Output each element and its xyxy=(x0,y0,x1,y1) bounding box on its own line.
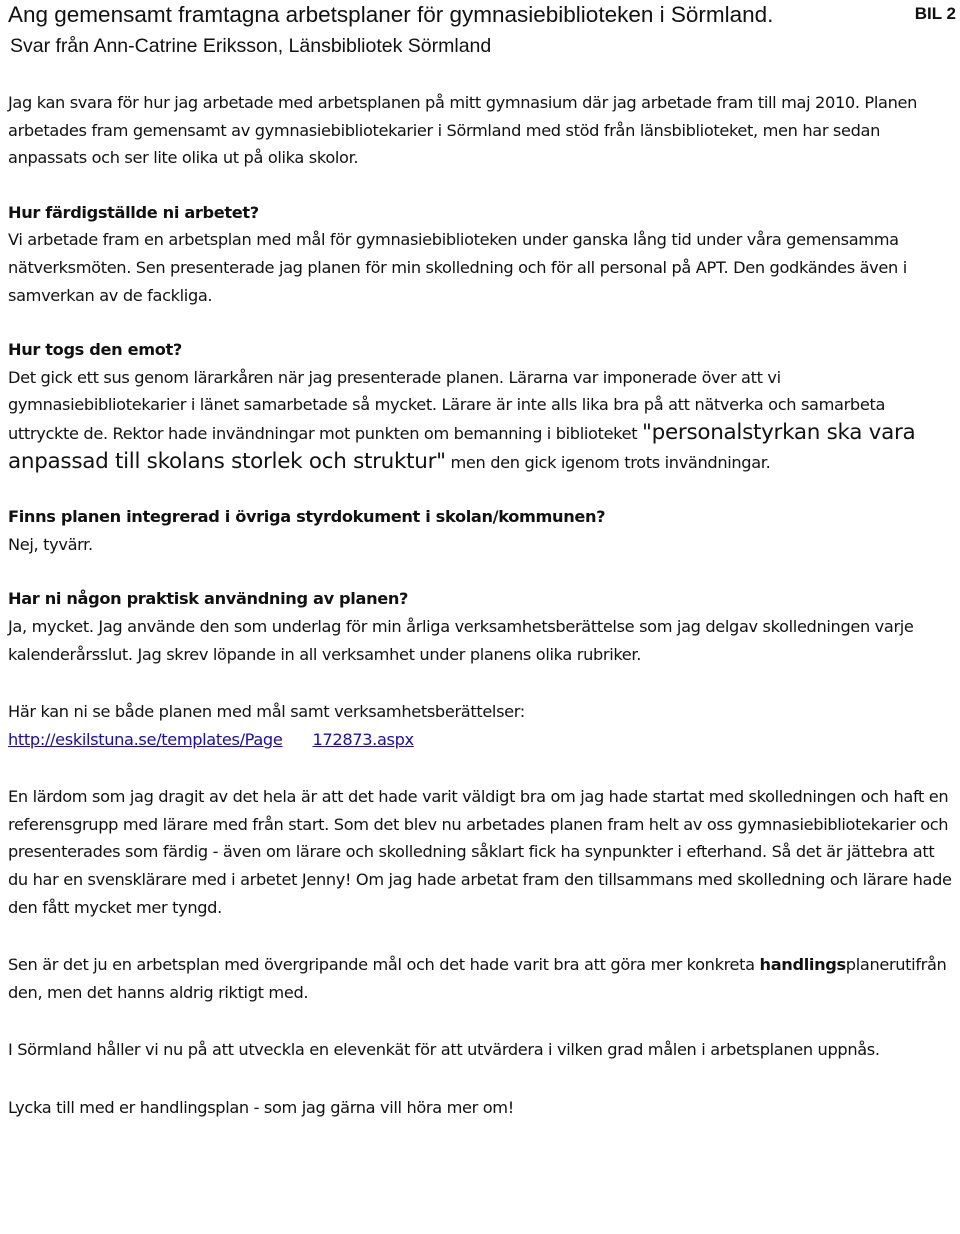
question-4: Har ni någon praktisk användning av planen? xyxy=(8,589,409,609)
link-line xyxy=(8,726,953,754)
answer-2-text: Det gick ett sus genom lärarkåren när jag presenterade planen. Lärarna var imponerade över att vi gymnasiebibliotekarier i länet samarbetade så mycket. Lärare är inte alls lika bra på att nätverka och samarbeta uttryckte de. Rektor hade invändningar mot punkten om bemanning i biblioteket xyxy=(8,367,886,443)
question-2: Hur togs den emot? xyxy=(8,340,182,360)
attachment-label: BIL 2 xyxy=(914,4,956,23)
answer-4: Ja, mycket. Jag använde den som underlag för min årliga verksamhetsberättelse som jag delgav skolledningen varje kalenderårsslut. Jag skrev löpande in all verksamhet under planens olika rubriker. xyxy=(8,616,914,664)
plan-text: Sen är det ju en arbetsplan med övergripande mål och det hade varit bra att göra mer konkreta xyxy=(8,955,760,975)
document-body xyxy=(8,89,953,1122)
lesson-paragraph: En lärdom som jag dragit av det hela är att det hade varit väldigt bra om jag hade startat med skolledningen och haft en referensgrupp med lärare med från start. Som det blev nu arbetades planen fram helt av oss gymnasiebibliotekarier och presenterades som färdig - även om lärare och skolledning såklart fick ha synpunkter i efterhand. Så det är jättebra att du har en svensklärare med i arbetet Jenny! Om jag hade arbetat fram den tillsammans med skolledning och lärare hade den fått mycket mer tyngd. xyxy=(8,787,952,917)
document-header xyxy=(8,0,958,30)
answer-2-quote: "personalstyrkan ska vara anpassad till skolans storlek och struktur" xyxy=(8,419,916,474)
document-subtitle: Svar från Ann-Catrine Eriksson, Länsbibliotek Sörmland xyxy=(10,35,492,57)
question-3: Finns planen integrerad i övriga styrdokument i skolan/kommunen? xyxy=(8,507,606,527)
document-title: Ang gemensamt framtagna arbetsplaner för gymnasiebiblioteken i Sörmland. xyxy=(8,2,774,27)
question-1: Hur färdigställde ni arbetet? xyxy=(8,202,259,222)
answer-3: Nej, tyvärr. xyxy=(8,534,93,554)
plan-link-end: 172873.aspx xyxy=(312,729,414,749)
plan-paragraph xyxy=(8,951,953,1006)
intro-paragraph: Jag kan svara för hur jag arbetade med arbetsplanen på mitt gymnasium där jag arbetade fram till maj 2010. Planen arbetades fram gemensamt av gymnasiebibliotekarier i Sörmland med stöd från länsbiblioteket, men har sedan anpassats och ser lite olika ut på olika skolor. xyxy=(8,93,917,168)
answer-2-text-end: men den gick igenom trots invändningar. xyxy=(445,452,771,472)
plan-link-start: http://eskilstuna.se/templates/Page xyxy=(8,729,283,749)
answer-1: Vi arbetade fram en arbetsplan med mål för gymnasiebiblioteken under ganska lång tid under våra gemensamma nätverksmöten. Sen presenterade jag planen för min skolledning och för all personal på APT. Den godkändes även i samverkan av de fackliga. xyxy=(8,230,907,305)
closing-paragraph: Lycka till med er handlingsplan - som jag gärna vill höra mer om! xyxy=(8,1098,514,1118)
link-intro: Här kan ni se både planen med mål samt verksamhetsberättelser: xyxy=(8,702,525,722)
plan-text-end: planerutifrån den, men det hanns aldrig riktigt med. xyxy=(8,955,947,1002)
plan-bold-text: handlings xyxy=(759,955,846,975)
sormland-paragraph: I Sörmland håller vi nu på att utveckla en elevenkät för att utvärdera i vilken grad målen i arbetsplanen uppnås. xyxy=(8,1040,880,1060)
plan-link[interactable] xyxy=(8,730,414,749)
answer-2 xyxy=(8,364,953,476)
